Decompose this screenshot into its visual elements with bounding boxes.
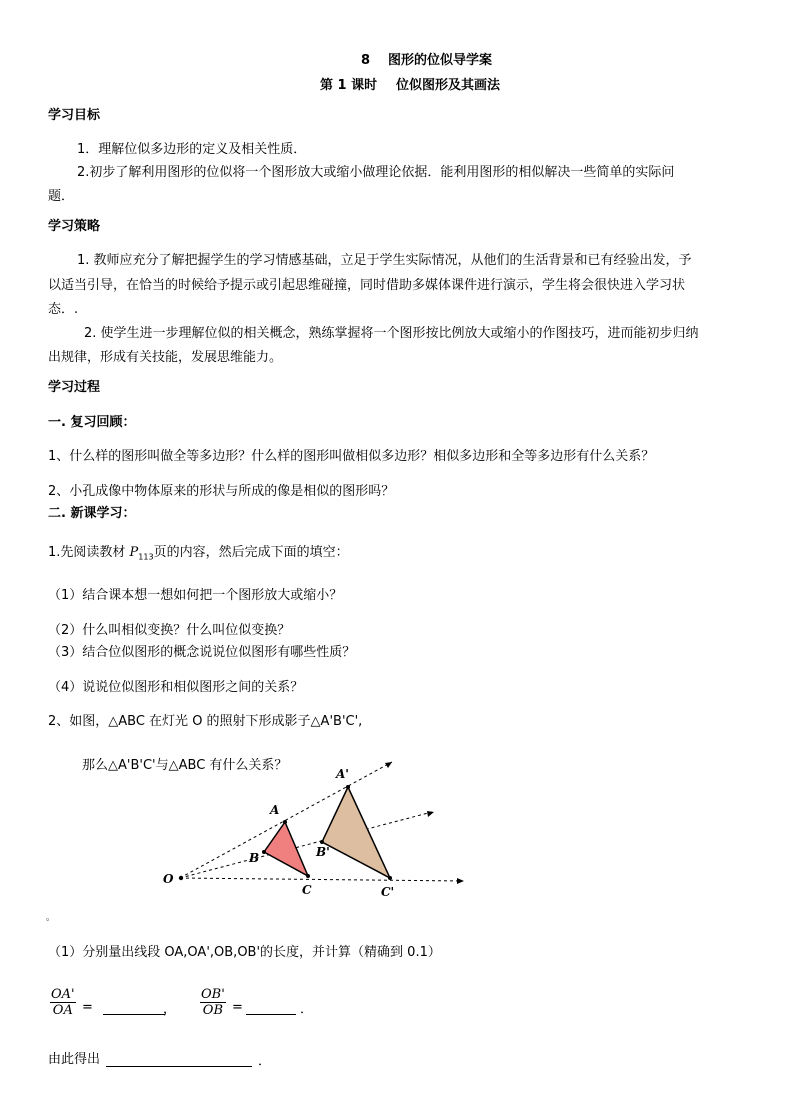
page-number: 113 bbox=[138, 552, 154, 562]
label-A-prime: A' bbox=[336, 767, 349, 781]
label-O: O bbox=[163, 872, 174, 886]
ray-OB-arrow bbox=[427, 811, 434, 817]
fraction-OB-numerator: OB' bbox=[201, 987, 225, 1002]
doc-title: 图形的位似导学案 bbox=[388, 53, 493, 68]
question-3: （3）结合位似图形的概念说说位似图形有哪些性质？ bbox=[48, 645, 356, 660]
answer-blank-1[interactable] bbox=[103, 1000, 165, 1015]
review-heading: 一. 复习回顾： bbox=[48, 415, 136, 430]
goal-item-2-line-2: 题． bbox=[48, 189, 75, 204]
figure-question-line-2: 那么△A'B'C'与△ABC 有什么关系？ bbox=[82, 758, 288, 773]
review-question-1: 1、什么样的图形叫做全等多边形？什么样的图形叫做相似多边形？相似多边形和全等多边形有什么关系？ bbox=[48, 449, 655, 464]
label-C-prime: C' bbox=[381, 885, 395, 899]
ray-OC bbox=[180, 878, 462, 881]
header-number: 8 bbox=[361, 53, 371, 68]
question-2: （2）什么叫相似变换？什么叫位似变换？ bbox=[48, 623, 291, 638]
fraction-OB-denominator: OB bbox=[202, 1003, 223, 1018]
point-A2 bbox=[346, 785, 350, 789]
review-question-2: 2、小孔成像中物体原来的形状与所成的像是相似的图形吗？ bbox=[48, 484, 395, 499]
period-1: ． bbox=[300, 1002, 314, 1017]
goals-heading: 学习目标 bbox=[48, 108, 101, 123]
question-4: （4）说说位似图形和相似图形之间的关系？ bbox=[48, 680, 304, 695]
figure-question-line-1: 2、如图，△ABC 在灯光 O 的照射下形成影子△A'B'C', bbox=[48, 714, 363, 729]
fraction-OA-numerator: OA' bbox=[51, 987, 75, 1002]
strategy-heading: 学习策略 bbox=[48, 219, 101, 234]
equals-1: = bbox=[82, 1000, 93, 1015]
label-C: C bbox=[302, 883, 312, 897]
label-B: B bbox=[249, 851, 260, 865]
conclusion-label: 由此得出 bbox=[48, 1052, 101, 1067]
fraction-OA-denominator: OA bbox=[52, 1003, 73, 1018]
lesson-title: 位似图形及其画法 bbox=[396, 78, 501, 93]
process-heading: 学习过程 bbox=[48, 380, 101, 395]
point-C2 bbox=[388, 876, 392, 880]
goal-item-2-line-1: 2.初步了解利用图形的位似将一个图形放大或缩小做理论依据．能利用图形的相似解决一些简单的实际问 bbox=[77, 165, 675, 180]
point-B2 bbox=[320, 840, 324, 844]
strategy-item-2-line-2: 出规律，形成有关技能，发展思维能力。 bbox=[48, 350, 283, 365]
strategy-item-1-line-3: 态．. bbox=[48, 302, 79, 317]
equals-2: = bbox=[232, 1000, 243, 1015]
label-A: A bbox=[270, 803, 280, 817]
ray-OC-arrow bbox=[457, 878, 464, 884]
triangle-ABC bbox=[264, 822, 308, 876]
strategy-item-1-line-2: 以适当引导，在恰当的时候给予提示或引起思维碰撞，同时借助多媒体课件进行演示，学生将会很快进入学习状 bbox=[48, 278, 686, 293]
comma: ， bbox=[163, 1002, 177, 1017]
read-instruction-suffix: 页的内容，然后完成下面的填空： bbox=[153, 545, 349, 560]
triangle-A2B2C2 bbox=[322, 787, 390, 878]
measure-task: （1）分别量出线段 OA,OA',OB,OB'的长度，并计算（精确到 0.1） bbox=[48, 945, 441, 960]
conclusion-period: ． bbox=[258, 1054, 272, 1069]
read-instruction-prefix: 1.先阅读教材 bbox=[48, 545, 130, 560]
new-lesson-heading: 二. 新课学习： bbox=[48, 506, 136, 521]
point-B bbox=[262, 850, 266, 854]
point-A bbox=[283, 820, 287, 824]
lesson-label: 第 1 课时 bbox=[320, 78, 378, 93]
fraction-OB bbox=[200, 987, 226, 1019]
point-C bbox=[306, 874, 310, 878]
ray-OB bbox=[180, 812, 432, 878]
answer-blank-2[interactable] bbox=[246, 1000, 296, 1015]
goal-item-1: 1．理解位似多边形的定义及相关性质． bbox=[77, 142, 307, 157]
point-O bbox=[179, 876, 183, 880]
strategy-item-2-line-1: 2. 使学生进一步理解位似的相关概念，熟练掌握将一个图形按比例放大或缩小的作图技巧，进而能初步归纳 bbox=[84, 326, 699, 341]
conclusion-blank[interactable] bbox=[106, 1052, 252, 1067]
question-1: （1）结合课本想一想如何把一个图形放大或缩小？ bbox=[48, 588, 343, 603]
stray-dot: 。 bbox=[46, 913, 56, 923]
page-letter: P bbox=[129, 545, 139, 560]
fraction-OA bbox=[50, 987, 76, 1019]
strategy-item-1-line-1: 1. 教师应充分了解把握学生的学习情感基础，立足于学生实际情况，从他们的生活背景和已有经验出发，予 bbox=[77, 253, 692, 268]
label-B-prime: B' bbox=[316, 845, 330, 859]
